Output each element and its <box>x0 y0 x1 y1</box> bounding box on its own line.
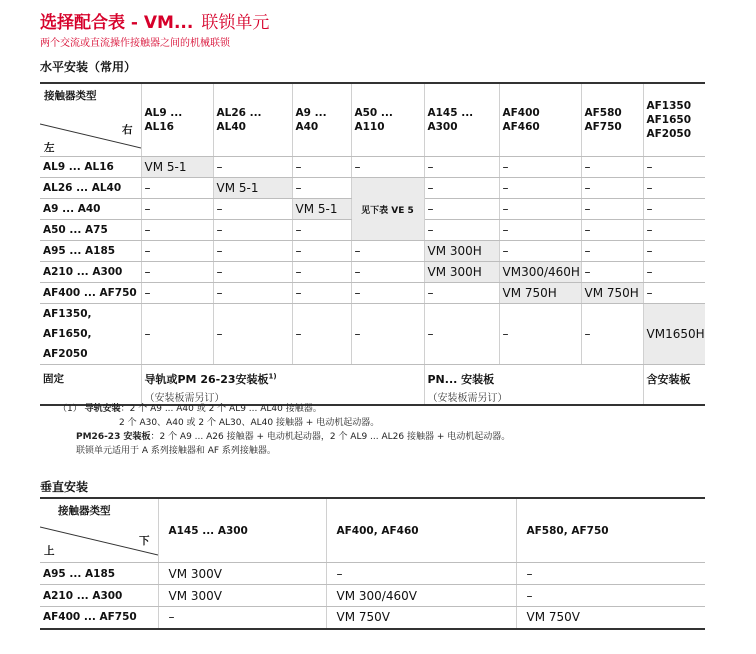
table-cell <box>292 304 351 365</box>
column-header <box>424 83 499 157</box>
row-header <box>40 304 141 365</box>
table-cell <box>581 157 643 178</box>
corner-left-label: 左 <box>44 142 55 154</box>
cell-value: – <box>354 160 361 174</box>
corner-left-label: 上 <box>44 545 55 557</box>
vertical-selection-table <box>40 497 705 630</box>
table-cell <box>643 157 705 178</box>
cell-value: VM 750V <box>336 610 390 625</box>
table-cell <box>516 585 705 607</box>
table-cell <box>213 220 292 241</box>
row-header-label: A9 ... A40 <box>43 203 101 215</box>
table-cell <box>499 283 581 304</box>
table-cell <box>424 283 499 304</box>
table-cell <box>499 262 581 283</box>
cell-value: – <box>427 160 434 174</box>
cell-value: – <box>646 202 653 216</box>
note-rail-mount-label: 导轨安装 <box>84 404 121 414</box>
section-title-vertical: 垂直安装 <box>40 480 89 494</box>
column-header-label: A50 ... A110 <box>354 107 393 133</box>
see-table-ve5-text: 见下表 VE 5 <box>361 205 414 216</box>
table-cell <box>424 304 499 365</box>
table-cell <box>158 585 326 607</box>
footnote-marker: 1) <box>268 372 277 381</box>
see-table-ve5-cell <box>351 178 424 241</box>
note-line-1 <box>58 402 322 416</box>
table-row <box>40 607 705 629</box>
table-cell <box>424 157 499 178</box>
cell-value: VM 300V <box>168 566 222 581</box>
mounting-row <box>40 365 705 406</box>
table-cell <box>292 220 351 241</box>
column-header-label: AF400 AF460 <box>502 107 540 133</box>
column-header-label: AL9 ... AL16 <box>144 107 183 133</box>
mount-rail-cell <box>141 365 424 406</box>
table-row <box>40 585 705 607</box>
cell-value: VM 300V <box>168 588 222 603</box>
vertical-header-row <box>40 498 705 563</box>
table-cell <box>499 199 581 220</box>
cell-value: – <box>295 223 302 237</box>
table-cell <box>292 283 351 304</box>
table-cell <box>141 199 213 220</box>
table-cell <box>581 304 643 365</box>
table-cell <box>213 157 292 178</box>
cell-value: VM 300H <box>427 265 482 279</box>
table-row <box>40 304 705 365</box>
table-row <box>40 283 705 304</box>
cell-value: – <box>216 286 223 300</box>
corner-title: 接触器类型 <box>44 90 97 102</box>
section-title-horizontal: 水平安装（常用） <box>40 60 137 74</box>
row-header <box>40 199 141 220</box>
cell-value: – <box>502 327 509 341</box>
table-cell <box>326 607 516 629</box>
table-cell <box>292 262 351 283</box>
row-header <box>40 178 141 199</box>
table-cell <box>141 178 213 199</box>
mount-pn-title: PN... 安装板 <box>427 373 495 386</box>
table-row <box>40 157 705 178</box>
mount-included-cell <box>643 365 705 406</box>
table-cell <box>141 283 213 304</box>
cell-value: – <box>216 160 223 174</box>
cell-value: – <box>526 566 533 581</box>
table-cell <box>424 262 499 283</box>
row-header <box>40 563 158 585</box>
corner-right-label: 下 <box>139 535 150 547</box>
table-cell <box>141 220 213 241</box>
note-pm-text: ：2 个 A9 ... A26 接触器 + 电动机起动器，2 个 AL9 ... AL26 接触器 + 电动机起动器。 <box>150 432 511 442</box>
column-header <box>499 83 581 157</box>
row-header-label: AF1350, AF1650, AF2050 <box>43 308 92 360</box>
note-line-4: 联锁单元适用于 A 系列接触器和 AF 系列接触器。 <box>76 446 276 456</box>
cell-value: – <box>216 327 223 341</box>
cell-value: – <box>144 202 151 216</box>
cell-value: – <box>144 223 151 237</box>
column-header <box>292 83 351 157</box>
title-main: 选择配合表 - VM... <box>40 13 194 33</box>
cell-value: – <box>584 160 591 174</box>
table-cell <box>326 585 516 607</box>
column-header-label: AF400, AF460 <box>336 524 419 537</box>
row-header <box>40 157 141 178</box>
table-cell <box>581 283 643 304</box>
cell-value: – <box>144 265 151 279</box>
cell-value: – <box>295 160 302 174</box>
cell-value: VM1650H <box>646 327 705 341</box>
cell-value: – <box>354 265 361 279</box>
cell-value: – <box>295 244 302 258</box>
table-cell <box>213 262 292 283</box>
cell-value: – <box>584 244 591 258</box>
cell-value: – <box>354 327 361 341</box>
cell-value: VM 750H <box>502 286 557 300</box>
cell-value: – <box>144 286 151 300</box>
table-cell <box>499 157 581 178</box>
note-rail-mount-text: ：2 个 A9 ... A40 或 2 个 AL9 ... AL40 接触器。 <box>120 404 322 414</box>
table-cell <box>213 178 292 199</box>
cell-value: – <box>216 223 223 237</box>
table-cell <box>581 199 643 220</box>
table-cell <box>516 607 705 629</box>
table-cell <box>158 607 326 629</box>
table-row <box>40 563 705 585</box>
column-header-label: A145 ... A300 <box>168 524 248 537</box>
cell-value: VM 5-1 <box>144 160 187 174</box>
table-cell <box>351 241 424 262</box>
row-header-label: AF400 ... AF750 <box>43 287 137 299</box>
table-cell <box>351 283 424 304</box>
mount-rail-text: 导轨或PM 26-23安装板 <box>144 373 269 386</box>
horizontal-header-row <box>40 83 705 157</box>
table-cell <box>213 241 292 262</box>
table-cell <box>424 178 499 199</box>
cell-value: VM 300/460V <box>336 588 417 603</box>
table-cell <box>213 199 292 220</box>
cell-value: – <box>427 202 434 216</box>
table-cell <box>499 220 581 241</box>
cell-value: – <box>168 610 175 625</box>
cell-value: – <box>354 244 361 258</box>
page-title <box>40 8 269 33</box>
row-header <box>40 607 158 629</box>
cell-value: – <box>584 327 591 341</box>
table-cell <box>351 262 424 283</box>
column-header <box>643 83 705 157</box>
mounting-row-header <box>40 365 141 406</box>
cell-value: – <box>646 181 653 195</box>
cell-value: – <box>427 327 434 341</box>
cell-value: VM300/460H <box>502 265 580 279</box>
cell-value: – <box>295 265 302 279</box>
table-cell <box>499 241 581 262</box>
table-cell <box>292 241 351 262</box>
cell-value: – <box>427 181 434 195</box>
cell-value: – <box>295 286 302 300</box>
cell-value: – <box>526 588 533 603</box>
table-cell <box>643 178 705 199</box>
table-cell <box>499 178 581 199</box>
cell-value: – <box>354 286 361 300</box>
cell-value: – <box>216 202 223 216</box>
cell-value: – <box>584 202 591 216</box>
mount-pn-cell <box>424 365 643 406</box>
table-cell <box>643 283 705 304</box>
cell-value: – <box>144 244 151 258</box>
table-cell <box>292 157 351 178</box>
cell-value: – <box>295 181 302 195</box>
cell-value: – <box>584 265 591 279</box>
cell-value: – <box>584 181 591 195</box>
table-cell <box>213 283 292 304</box>
table-cell <box>141 304 213 365</box>
note-line-3 <box>76 430 510 444</box>
table-cell <box>326 563 516 585</box>
mount-included-title: 含安装板 <box>646 373 691 386</box>
row-header-label: A95 ... A185 <box>43 567 116 580</box>
column-header-label: AF580 AF750 <box>584 107 622 133</box>
mount-rail-sub: （安装板需另订） <box>144 393 225 404</box>
corner-right-label: 右 <box>122 124 133 136</box>
cell-value: – <box>646 160 653 174</box>
horizontal-corner-cell <box>40 83 141 157</box>
column-header <box>158 498 326 563</box>
column-header <box>581 83 643 157</box>
note-line-2: 2 个 A30、A40 或 2 个 AL30、AL40 接触器 + 电动机起动器。 <box>119 418 380 428</box>
cell-value: VM 5-1 <box>216 181 259 195</box>
page-subtitle: 两个交流或直流操作接触器之间的机械联锁 <box>40 38 230 49</box>
row-header-label: A210 ... A300 <box>43 589 123 602</box>
note-pm-label: PM26-23 安装板 <box>76 432 151 442</box>
column-header-label: A145 ... A300 <box>427 107 474 133</box>
cell-value: – <box>646 244 653 258</box>
row-header-label: A210 ... A300 <box>43 266 123 278</box>
row-header-label: A95 ... A185 <box>43 245 116 257</box>
table-cell <box>581 262 643 283</box>
table-cell <box>643 220 705 241</box>
cell-value: – <box>502 244 509 258</box>
mounting-label: 固定 <box>43 373 64 385</box>
table-cell <box>424 241 499 262</box>
cell-value: – <box>646 223 653 237</box>
table-cell <box>141 157 213 178</box>
table-cell <box>581 220 643 241</box>
row-header <box>40 220 141 241</box>
row-header <box>40 585 158 607</box>
row-header <box>40 283 141 304</box>
table-cell <box>424 199 499 220</box>
column-header <box>516 498 705 563</box>
horizontal-selection-table <box>40 82 705 406</box>
column-header <box>351 83 424 157</box>
table-cell <box>141 262 213 283</box>
cell-value: – <box>427 223 434 237</box>
row-header-label: AF400 ... AF750 <box>43 611 137 624</box>
cell-value: – <box>502 223 509 237</box>
table-cell <box>581 178 643 199</box>
table-cell <box>213 304 292 365</box>
table-cell <box>158 563 326 585</box>
cell-value: – <box>216 244 223 258</box>
table-row <box>40 241 705 262</box>
row-header-label: AL9 ... AL16 <box>43 161 114 173</box>
vertical-corner-cell <box>40 498 158 563</box>
column-header <box>141 83 213 157</box>
cell-value: VM 750V <box>526 610 580 625</box>
cell-value: – <box>216 265 223 279</box>
note-number: （1） <box>58 404 82 414</box>
cell-value: – <box>336 566 343 581</box>
mount-rail-title <box>145 371 421 387</box>
table-cell <box>292 178 351 199</box>
row-header-label: AL26 ... AL40 <box>43 182 122 194</box>
table-cell <box>643 199 705 220</box>
cell-value: – <box>295 327 302 341</box>
cell-value: – <box>427 286 434 300</box>
column-header-label: AL26 ... AL40 <box>216 107 262 133</box>
cell-value: – <box>502 160 509 174</box>
cell-value: – <box>144 181 151 195</box>
table-row <box>40 178 705 199</box>
table-cell <box>499 304 581 365</box>
cell-value: VM 300H <box>427 244 482 258</box>
table-cell <box>643 241 705 262</box>
table-cell <box>581 241 643 262</box>
column-header-label: AF1350 AF1650 AF2050 <box>646 100 692 140</box>
column-header <box>213 83 292 157</box>
column-header-label: AF580, AF750 <box>526 524 609 537</box>
cell-value: – <box>646 265 653 279</box>
table-cell <box>643 262 705 283</box>
table-cell <box>516 563 705 585</box>
corner-title: 接触器类型 <box>58 505 111 517</box>
table-cell <box>141 241 213 262</box>
table-cell <box>292 199 351 220</box>
table-cell <box>424 220 499 241</box>
cell-value: – <box>144 327 151 341</box>
cell-value: – <box>502 181 509 195</box>
cell-value: VM 750H <box>584 286 639 300</box>
column-header-label: A9 ... A40 <box>295 107 327 133</box>
cell-value: VM 5-1 <box>295 202 338 216</box>
table-row <box>40 262 705 283</box>
row-header <box>40 241 141 262</box>
cell-value: – <box>502 202 509 216</box>
row-header-label: A50 ... A75 <box>43 224 108 236</box>
cell-value: – <box>584 223 591 237</box>
title-sub: 联锁单元 <box>201 13 270 33</box>
table-cell <box>351 304 424 365</box>
table-cell <box>351 157 424 178</box>
table-cell <box>643 304 705 365</box>
mount-pn-sub: （安装板需另订） <box>427 393 508 404</box>
cell-value: – <box>646 286 653 300</box>
row-header <box>40 262 141 283</box>
column-header <box>326 498 516 563</box>
